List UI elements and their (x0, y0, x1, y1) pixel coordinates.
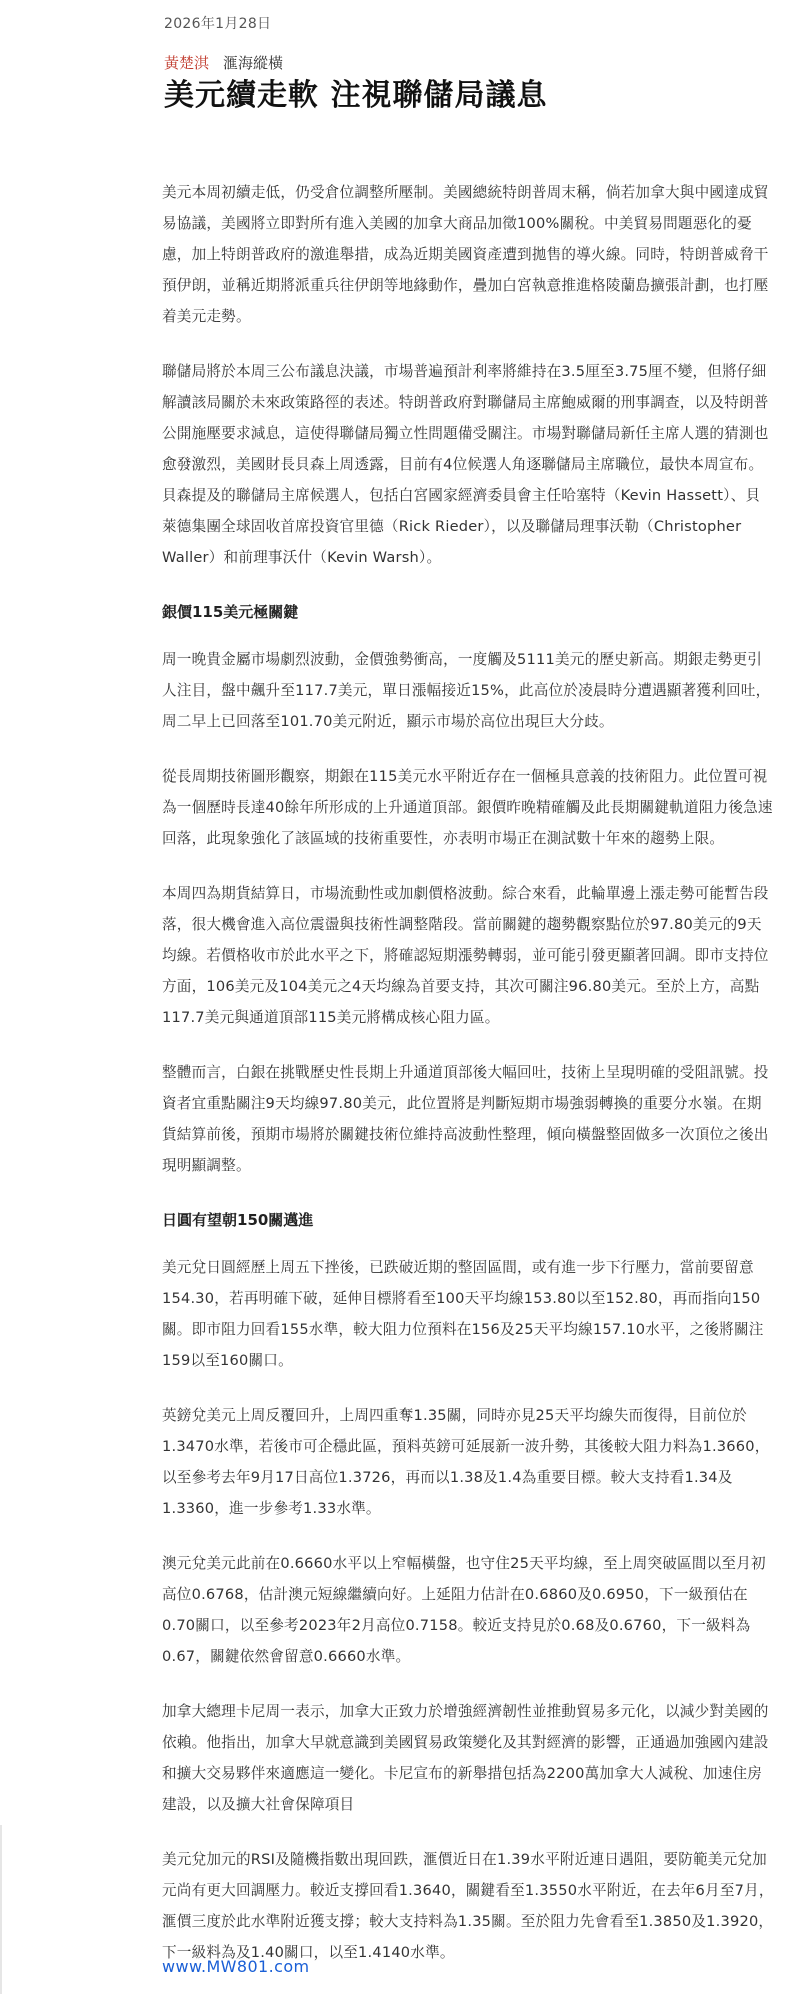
publish-date: 2026年1月28日 (164, 16, 272, 32)
article-paragraph: 本周四為期貨結算日，市場流動性或加劇價格波動。綜合來看，此輪單邊上漲走勢可能暫告段落，很大機會進入高位震盪與技術性調整階段。當前關鍵的趨勢觀察點位於97.80美元的9天均線。若價格收市於此水平之下，將確認短期漲勢轉弱，並可能引發更顯著回調。即市支持位方面，106美元及104美元之4天均線為首要支持，其次可關注96.80美元。至於上方，高點117.7美元與通道頂部115美元將構成核心阻力區。 (162, 885, 769, 1026)
article-paragraph: 加拿大總理卡尼周一表示，加拿大正致力於增強經濟韌性並推動貿易多元化，以減少對美國的依賴。他指出，加拿大早就意識到美國貿易政策變化及其對經濟的影響，正通過加強國內建設和擴大交易夥伴來適應這一變化。卡尼宣布的新舉措包括為2200萬加拿大人減稅、加速住房建設，以及擴大社會保障項目 (162, 1703, 769, 1813)
column-name: 滙海縱橫 (223, 54, 284, 72)
article-title: 美元續走軟 注視聯儲局議息 (164, 78, 548, 113)
article-paragraph: 從長周期技術圖形觀察，期銀在115美元水平附近存在一個極具意義的技術阻力。此位置可視為一個歷時長達40餘年所形成的上升通道頂部。銀價昨晚精確觸及此長期關鍵軌道阻力後急速回落，此現象強化了該區域的技術重要性，亦表明市場正在測試數十年來的趨勢上限。 (162, 768, 773, 847)
article-paragraph: 美元兌日圓經歷上周五下挫後，已跌破近期的整固區間，或有進一步下行壓力，當前要留意154.30，若再明確下破，延伸目標將看至100天平均線153.80以至152.80，再而指向150關。即市阻力回看155水準，較大阻力位預料在156及25天平均線157.10水平，之後將關注159以至160關口。 (162, 1259, 764, 1369)
author-name[interactable]: 黃楚淇 (164, 54, 210, 72)
article-paragraph: 澳元兌美元此前在0.6660水平以上窄幅橫盤，也守住25天平均線，至上周突破區間以至月初高位0.6768，估計澳元短線繼續向好。上延阻力估計在0.6860及0.6950，下一級預估在0.70關口，以至參考2023年2月高位0.7158。較近支持見於0.68及0.6760，下一級料為0.67，關鍵依然會留意0.6660水準。 (162, 1555, 766, 1665)
section-heading-yen: 日圓有望朝150關邁進 (162, 1211, 314, 1229)
article-body (162, 177, 774, 1992)
article-paragraph: 美元兌加元的RSI及隨機指數出現回跌，滙價近日在1.39水平附近連日遇阻，要防範美元兌加元尚有更大回調壓力。較近支撐回看1.3640，關鍵看至1.3550水平附近，在去年6月至7月，滙價三度於此水準附近獲支撐；較大支持料為1.35關。至於阻力先會看至1.3850及1.3920，下一級料為及1.40關口，以至1.4140水準。 (162, 1851, 774, 1961)
article-paragraph: 整體而言，白銀在挑戰歷史性長期上升通道頂部後大幅回吐，技術上呈現明確的受阻訊號。投資者宜重點關注9天均線97.80美元，此位置將是判斷短期市場強弱轉換的重要分水嶺。在期貨結算前後，預期市場將於關鍵技術位維持高波動性整理，傾向橫盤整固做多一次頂位之後出現明顯調整。 (162, 1064, 769, 1174)
article-paragraph: 聯儲局將於本周三公布議息決議，市場普遍預計利率將維持在3.5厘至3.75厘不變，但將仔細解讀該局關於未來政策路徑的表述。特朗普政府對聯儲局主席鮑威爾的刑事調查，以及特朗普公開施壓要求減息，這使得聯儲局獨立性問題備受關注。市場對聯儲局新任主席人選的猜測也愈發激烈，美國財長貝森上周透露，目前有4位候選人角逐聯儲局主席職位，最快本周宣布。貝森提及的聯儲局主席候選人，包括白宮國家經濟委員會主任哈塞特（Kevin Hassett）、貝萊德集團全球固收首席投資官里德（Rick Rieder），以及聯儲局理事沃勒（Christopher Waller）和前理事沃什（Kevin Warsh）。 (162, 363, 769, 566)
section-heading-silver: 銀價115美元極關鍵 (162, 603, 299, 621)
article-paragraph: 英鎊兌美元上周反覆回升，上周四重奪1.35關，同時亦見25天平均線失而復得，目前位於1.3470水準，若後市可企穩此區，預料英鎊可延展新一波升勢，其後較大阻力料為1.3660，以至參考去年9月17日高位1.3726，再而以1.38及1.4為重要目標。較大支持看1.34及1.3360，進一步參考1.33水準。 (162, 1407, 770, 1517)
left-divider (0, 1825, 2, 1994)
article-paragraph: 美元本周初續走低，仍受倉位調整所壓制。美國總統特朗普周末稱，倘若加拿大與中國達成貿易協議，美國將立即對所有進入美國的加拿大商品加徵100%關稅。中美貿易問題惡化的憂慮，加上特朗普政府的激進舉措，成為近期美國資產遭到拋售的導火線。同時，特朗普威脅干預伊朗，並稱近期將派重兵往伊朗等地緣動作，疊加白宮執意推進格陵蘭島擴張計劃，也打壓着美元走勢。 (162, 184, 769, 325)
article-paragraph: 周一晚貴金屬市場劇烈波動，金價強勢衝高，一度觸及5111美元的歷史新高。期銀走勢更引人注目，盤中飆升至117.7美元，單日漲幅接近15%，此高位於凌晨時分遭遇顯著獲利回吐，周二早上已回落至101.70美元附近，顯示市場於高位出現巨大分歧。 (162, 651, 771, 730)
site-link[interactable]: www.MW801.com (162, 1957, 310, 1976)
byline (164, 52, 283, 73)
